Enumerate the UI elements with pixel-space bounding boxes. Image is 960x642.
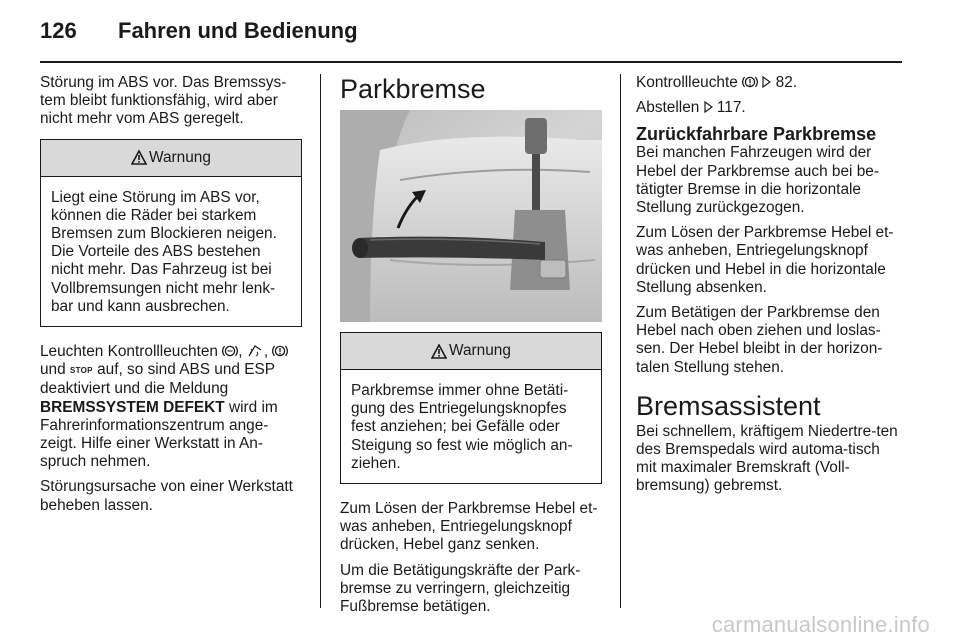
warning-triangle-icon — [431, 344, 447, 359]
abs-intro-text: Störung im ABS vor. Das Bremssys-tem bleibt funktionsfähig, wird aber nicht mehr vom ABS geregelt. — [40, 74, 287, 128]
cause-text: Störungsursache von einer Werkstatt beheben lassen. — [40, 478, 293, 514]
parking-brake-warning-box — [340, 332, 602, 484]
parking-label: Abstellen — [636, 99, 700, 117]
retractable-intro-text: Bei manchen Fahrzeugen wird der Hebel der Parkbremse auch bei be-tätigter Bremse in die horizontale Stellung zurückgezogen. — [636, 144, 879, 217]
brake-system-message: BREMSSYSTEM DEFEKT — [40, 398, 225, 416]
column-2 — [340, 74, 602, 623]
parking-brake-lever-image — [340, 110, 602, 322]
brake-warning-light-icon — [742, 75, 758, 89]
lights-prefix: Leuchten Kontrollleuchten — [40, 343, 218, 361]
brake-warning-light-icon — [272, 344, 288, 358]
column-3 — [636, 74, 902, 503]
watermark: carmanualsonline.info — [711, 612, 930, 637]
retractable-brake-heading: Zurückfahrbare Parkbremse — [636, 124, 877, 145]
warning-title: Warnung — [149, 148, 211, 166]
lights-und: und — [40, 361, 66, 379]
lights-comma-1: , — [238, 343, 243, 361]
lights-end: wird im Fahrerinformationszentrum ange-zeigt. Hilfe einer Werkstatt in An-spruch nehmen. — [40, 398, 278, 471]
abs-warning-box — [40, 139, 302, 327]
header-rule — [40, 61, 902, 63]
stop-symbol-icon: STOP — [69, 366, 93, 376]
page-number: 126 — [40, 18, 77, 43]
chapter-title: Fahren und Bedienung — [118, 18, 358, 43]
page-header — [40, 18, 358, 48]
indicator-lights-text — [40, 343, 302, 471]
lights-suffix: auf, so sind ABS und ESP deaktiviert und die Meldung — [40, 361, 275, 398]
column-divider-2 — [620, 74, 621, 608]
page-reference-arrow-icon — [762, 76, 771, 88]
warning-header — [341, 333, 601, 370]
brake-assist-heading: Bremsassistent — [636, 390, 821, 421]
parking-page-link[interactable]: 117. — [716, 99, 746, 117]
page-reference-arrow-icon — [704, 101, 713, 113]
parking-reference — [636, 99, 902, 117]
release-text: Zum Lösen der Parkbremse Hebel et-was anheben, Entriegelungsknopf drücken, Hebel ganz senken. — [340, 500, 598, 554]
column-divider-1 — [320, 74, 321, 608]
warning-body — [341, 370, 601, 483]
retractable-apply-text: Zum Betätigen der Parkbremse den Hebel nach oben ziehen und loslas-sen. Der Hebel bleibt in der horizon-talen Stellung stehen. — [636, 304, 883, 376]
warning-header — [41, 140, 301, 177]
indicator-label: Kontrollleuchte — [636, 74, 738, 91]
brake-assist-text: Bei schnellem, kräftigem Niedertre-ten des Bremspedals wird automa-tisch mit maximaler Bremskraft (Voll-bremsung) gebremst. — [636, 422, 898, 495]
warning-title: Warnung — [449, 342, 511, 359]
column-1 — [40, 74, 302, 522]
indicator-page-link[interactable]: 82. — [775, 74, 798, 91]
lights-comma-2: , — [263, 343, 269, 361]
warning-body — [41, 177, 301, 326]
retractable-release-text: Zum Lösen der Parkbremse Hebel et-was anheben, Entriegelungsknopf drücken und Hebel in die horizontale Stellung absenken. — [636, 224, 894, 296]
warning-text: Liegt eine Störung im ABS vor, können die Räder bei starkem Bremsen zum Blockieren neigen. Die Vorteile des ABS bestehen nicht mehr. Das Fahrzeug ist bei Vollbremsungen nicht mehr lenk-bar und kann ausbrechen. — [51, 188, 277, 315]
reduce-force-text: Um die Betätigungskräfte der Park-bremse zu verringern, gleichzeitig Fußbremse betätigen. — [340, 561, 581, 616]
abs-warning-light-icon — [222, 344, 238, 358]
parking-brake-heading: Parkbremse — [340, 74, 486, 104]
warning-triangle-icon — [131, 150, 147, 165]
esp-skid-light-icon — [247, 344, 264, 358]
parking-brake-illustration — [340, 110, 602, 322]
indicator-reference — [636, 74, 902, 92]
warning-text: Parkbremse immer ohne Betäti-gung des Entriegelungsknopfes fest anziehen; bei Gefälle oder Steigung so fest wie möglich an-ziehen. — [351, 382, 573, 472]
